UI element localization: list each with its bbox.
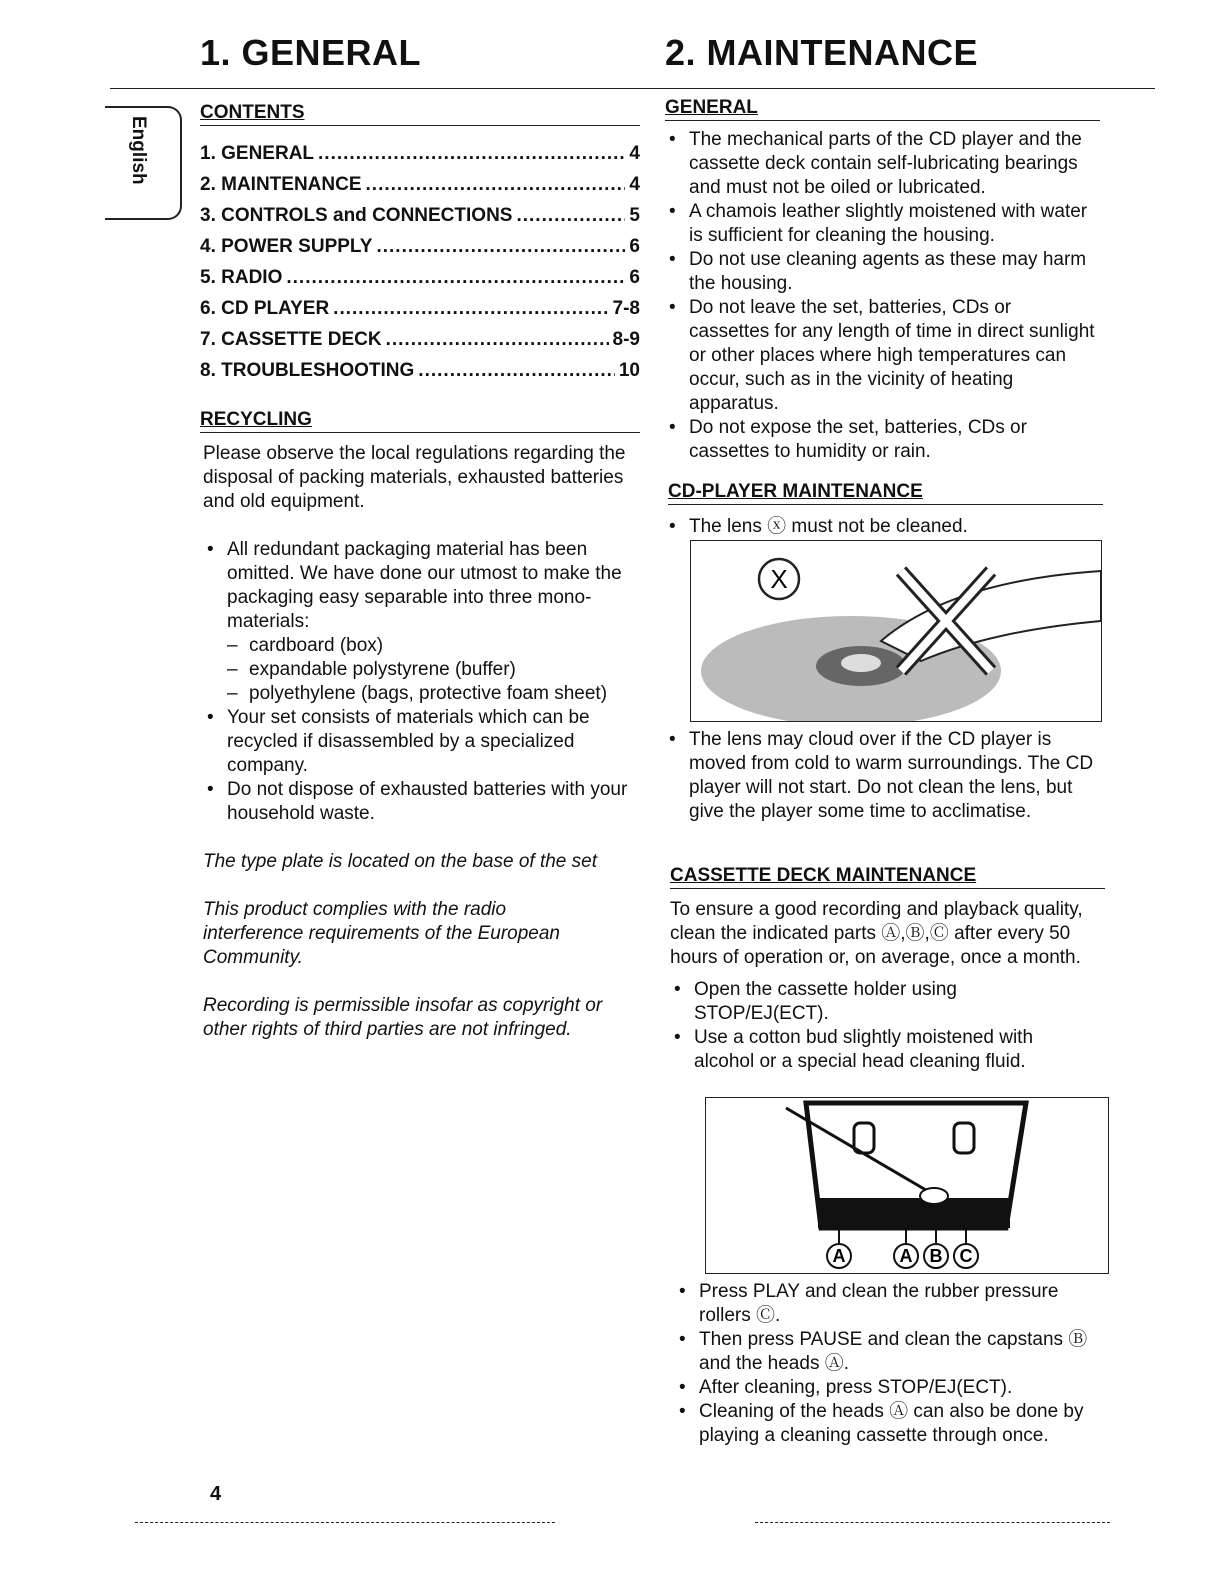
language-tab (105, 106, 182, 220)
material-item: – expandable polystyrene (buffer) (227, 658, 643, 682)
recycling-section (203, 442, 643, 1042)
divider (200, 432, 640, 433)
toc-page: 4 (629, 143, 640, 164)
cassette-list-2 (675, 1280, 1095, 1448)
table-of-contents (200, 143, 640, 391)
figure-label: X (770, 564, 788, 594)
figure-label: B (929, 1246, 943, 1266)
toc-page: 5 (629, 205, 640, 226)
contents-title: CONTENTS (200, 102, 305, 123)
list-item: • Your set consists of materials which can be recycled if disassembled by a specialized company. (203, 706, 643, 778)
list-item: • Use a cotton bud slightly moistened with alcohol or a special head cleaning fluid. (670, 1026, 1090, 1074)
list-item: • The lens may cloud over if the CD player is moved from cold to warm surroundings. The CD player will not start. Do not clean the lens, but give the player some time to acclimatise. (665, 728, 1105, 824)
note-type-plate: The type plate is located on the base of the set (203, 851, 597, 872)
toc-entry (200, 267, 640, 298)
list-item: • Do not use cleaning agents as these may harm the housing. (665, 248, 1095, 296)
material-item: – cardboard (box) (227, 634, 643, 658)
toc-label: 6. CD PLAYER (200, 298, 330, 319)
toc-leader (516, 205, 625, 227)
note-compliance: This product complies with the radio interference requirements of the European Community. (203, 899, 560, 968)
cd-list (665, 515, 1095, 539)
toc-page: 10 (618, 360, 640, 381)
divider (665, 120, 1100, 121)
recycling-intro: Please observe the local regulations regarding the disposal of packing materials, exhausted batteries and old equipment. (203, 443, 626, 512)
toc-entry (200, 174, 640, 205)
list-item: • Press PLAY and clean the rubber pressure rollers Ⓒ. (675, 1280, 1095, 1328)
toc-page: 4 (629, 174, 640, 195)
recycling-title: RECYCLING (200, 409, 312, 430)
list-item: • A chamois leather slightly moistened with water is sufficient for cleaning the housing. (665, 200, 1095, 248)
heading-general: 1. GENERAL (200, 32, 422, 73)
list-item: • Open the cassette holder using STOP/EJ(ECT). (670, 978, 1090, 1026)
toc-label: 3. CONTROLS and CONNECTIONS (200, 205, 513, 226)
header-rule (110, 88, 1155, 89)
toc-label: 5. RADIO (200, 267, 283, 288)
toc-label: 7. CASSETTE DECK (200, 329, 382, 350)
figure-label: A (832, 1246, 846, 1266)
divider (200, 125, 640, 126)
note-copyright: Recording is permissible insofar as copyright or other rights of third parties are not infringed. (203, 995, 603, 1040)
footer-rule (755, 1522, 1110, 1523)
list-item: • Do not dispose of exhausted batteries with your household waste. (203, 778, 643, 826)
toc-label: 4. POWER SUPPLY (200, 236, 373, 257)
toc-leader (333, 298, 608, 320)
list-item: • All redundant packaging material has been omitted. We have done our utmost to make the packaging easy separable into three mono-materials: – cardboard (box) – expandable polystyrene (buffer) – polyethylene (bags, protective foam sheet) (203, 538, 643, 706)
toc-page: 7-8 (612, 298, 640, 319)
toc-entry (200, 298, 640, 329)
toc-entry (200, 236, 640, 267)
toc-leader (418, 360, 615, 382)
list-item: • Cleaning of the heads Ⓐ can also be done by playing a cleaning cassette through once. (675, 1400, 1095, 1448)
divider (668, 504, 1103, 505)
cassette-intro: To ensure a good recording and playback quality, clean the indicated parts Ⓐ,Ⓑ,Ⓒ after every 50 hours of operation or, on average, once a month. (670, 899, 1083, 968)
toc-entry (200, 205, 640, 236)
footer-rule (135, 1522, 555, 1523)
toc-leader (386, 329, 609, 351)
toc-label: 1. GENERAL (200, 143, 315, 164)
general-list (665, 128, 1095, 464)
toc-label: 8. TROUBLESHOOTING (200, 360, 415, 381)
list-item: • The lens ⓧ must not be cleaned. (665, 515, 1095, 539)
toc-leader (318, 143, 625, 165)
list-item: • After cleaning, press STOP/EJ(ECT). (675, 1376, 1095, 1400)
page-number: 4 (210, 1483, 222, 1505)
toc-entry (200, 143, 640, 174)
toc-page: 8-9 (612, 329, 640, 350)
material-item: – polyethylene (bags, protective foam sheet) (227, 682, 643, 706)
toc-leader (366, 174, 626, 196)
cassette-maintenance-title: CASSETTE DECK MAINTENANCE (670, 865, 977, 886)
general-title: GENERAL (665, 97, 758, 118)
figure-label: C (959, 1246, 973, 1266)
figure-label: A (899, 1246, 913, 1266)
list-item: • Then press PAUSE and clean the capstans Ⓑ and the heads Ⓐ. (675, 1328, 1095, 1376)
divider (670, 888, 1105, 889)
toc-page: 6 (629, 267, 640, 288)
cd-list-2 (665, 728, 1105, 824)
heading-maintenance: 2. MAINTENANCE (665, 32, 979, 73)
toc-label: 2. MAINTENANCE (200, 174, 362, 195)
list-item: • The mechanical parts of the CD player and the cassette deck contain self-lubricating bearings and must not be oiled or lubricated. (665, 128, 1095, 200)
cd-maintenance-title: CD-PLAYER MAINTENANCE (668, 481, 923, 502)
toc-leader (376, 236, 625, 258)
toc-entry (200, 329, 640, 360)
list-item: • Do not expose the set, batteries, CDs or cassettes to humidity or rain. (665, 416, 1095, 464)
cassette-deck-illustration (705, 1097, 1109, 1274)
list-item: • Do not leave the set, batteries, CDs or cassettes for any length of time in direct sunlight or other places where high temperatures can occur, such as in the vicinity of heating apparatus. (665, 296, 1095, 416)
cd-lens-illustration (690, 540, 1102, 722)
language-label: English (128, 116, 149, 185)
cassette-section (670, 898, 1090, 1074)
toc-leader (286, 267, 625, 289)
toc-page: 6 (629, 236, 640, 257)
toc-entry (200, 360, 640, 391)
